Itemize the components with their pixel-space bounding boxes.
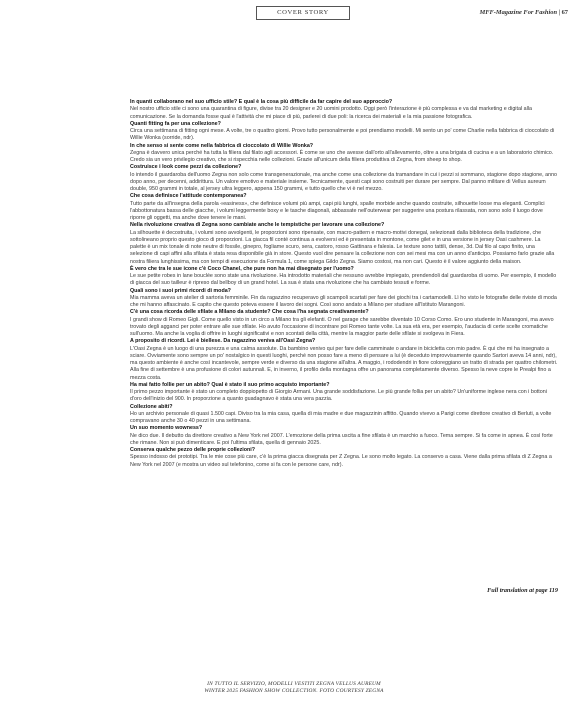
interview-question: È vero che tra le sue icone c'è Coco Chanel, che pure non ha mai disegnato per l'uomo? — [130, 265, 354, 272]
interview-answer: Tutto parte da all'insegna della parola «easiness», che definisce volumi più ampi, capi più lunghi, spalle morbide anche quando costruite, silhouette loose ma eleganti. Complici l'abbottonatura bassa delle giacche, i volumi leggermente boxy e le tasche diagonali, abbassate nell'outerwear per suggerire una postura rilassata, non sono solo il luogo dove riporre gli oggetti, ma anche dove tenere le mani. — [130, 200, 545, 221]
interview-answer: Ho un archivio personale di quasi 1.500 capi. Diviso tra la mia casa, quella di mia madre e due magazzinin affitto. Quando vivevo a Parigi come direttore creativo di Berluti, a volte compravano anche 30 o 40 pezzi in una settimana. — [130, 410, 552, 424]
interview-answer: Spesso indosso dei prototipi. Tra le mie cose più care, c'è la prima giacca disegnata per Z Zegna. Le sono molto legato. La conservo a casa. Viene dalla prima sfilata di Z Zegna a New York nel 2007 (e mostra un video sul telefonino, come si fa con le persone care, ndr). — [130, 454, 552, 468]
interview-answer: Io intendo il guardaroba dell'uomo Zegna non solo come transgenerazionale, ma anche come una collezione da tramandare in cui i pezzi si sommano, stagione dopo stagione, anno dopo anno, per decenni, addirittura. Un valore emotivo e materiale insieme. Tecnicamente, questi capi sono costruiti per durare per sempre. Dal panno militare di Vellus aureum double, 950 grammi in totale, al jersey ultra leggero, appena 150 grammi, e tutto quello che vi è nel mezzo. — [130, 171, 558, 192]
interview-answer: Circa una settimana di fitting ogni mese. A volte, tre o quattro giorni. Provo tutto personalmente e poi prendiamo modelli. Mi sento un po' come Charlie nella fabbrica di cioccolato di Willie Wonka (sorride, ndr). — [130, 128, 555, 142]
full-translation-note: Full translation at page 119 — [487, 587, 558, 594]
caption-line: WINTER 2025 FASHION SHOW COLLECTION. FOTO COURTESY ZEGNA — [204, 688, 384, 695]
caption-line: IN TUTTO IL SERVIZIO, MODELLI VESTITI ZEGNA VELLUS AUREUM — [207, 681, 381, 687]
interview-answer: Mia mamma aveva un atelier di sartoria femminile. Fin da ragazzino recuperavo gli scampoli scartati per fare dei giochi tra i cartamodelli. Lì ho visto le fotografie delle riviste di moda che mi hanno affascinato. E capito che questo poteva essere il lavoro dei sogni. Così sono andato a Milano per studiare all'Istituto Marangoni. — [130, 294, 557, 308]
interview-answer: Le sue petite robes in lane bouclée sono state una rivoluzione. Ha introdotto materiali che nessuno avrebbe impiegato, prendendoli dal guardaroba di uomo. Per esempio, il modello di giacca del suo tailleur è ripreso dal bellboy di un grand hotel. La sua è stata una rivoluzione che ha cambiato tessuti e forme. — [130, 273, 557, 287]
interview-answer: I grandi show di Romeo Gigli. Come quello visto in un circo a Milano tra gli elefanti. O nel garage che sarebbe diventato 10 Corso Como. Ero uno studente in Marangoni, ma avevo trovato degli agganci per poter entrare alle sue sfilate. Ho avuto l'occasione di incontrare poi Romeo tante volte. La sua età era, per esempio, l'audacia di certe scelte cromatiche sull'uomo. Ma anche la voglia di offrire in luoghi significativi e non scontati della città, mentre la maggior parte delle sfilate si svolgeva in Fiera. — [130, 316, 554, 337]
interview-question: Quali sono i suoi primi ricordi di moda? — [130, 287, 231, 294]
interview-answer: L'Oasi Zegna è un luogo di una purezza e una calma assolute. Da bambino venivo qui per fare delle camminate o andare in bicicletta con mio padre. È qui che mi ha insegnato a sciare. Ovviamente sono sempre un po' nostalgico in questi luoghi, perché non posso fare a meno di pensare a lui (è deceduto improvvisamente quando Sartori aveva 14 anni, ndr), ma questo ambiente è anche così incantevole, sempre verde e diverso da una stagione all'altra. A maggio, i rododendri in fiore coloreggiano un tratto di strada per quattro chilometri. Alla fine di settembre è una profusione di colori autunnali. E, in inverno, il profilo della montagna offre un panorama completamente diverso. Spesso la neve copre le Prealpi fino a mezza costa. — [130, 345, 558, 381]
interview-question: Un suo momento wowness? — [130, 425, 203, 432]
interview-question: Ha mai fatto follie per un abito? Qual è stato il suo primo acquisto importante? — [130, 381, 330, 388]
article-body — [130, 99, 558, 469]
header-separator: | — [557, 9, 562, 16]
page-number: 67 — [561, 9, 568, 16]
interview-answer: Il primo pezzo importante è stato un completo doppiopetto di Giorgio Armani. Una grande soddisfazione. Le più grande follia per un abito? Un'uniforme inglese nera con i bottoni d'oro dell'inizio del 900. In proporzione a quanto guadagnavo è stata una vera pazzia. — [130, 389, 547, 403]
interview-answer: Nel nostro ufficio stile ci sono una quarantina di figure, divise tra 20 designer e 20 uomini prodotto. Oggi però l'interazione è più complessa e va dal marketing e digital alla comunicazione. Se la domanda fosse qual è l'attività che mi piace di più, parlerei di due poli: la ricerca dei materiali e la mia passione fotografica. — [130, 106, 532, 120]
interview-question: C'è una cosa ricorda delle sfilate a Milano da studente? Che cosa l'ha segnata creativamente? — [130, 309, 369, 316]
photo-caption — [174, 681, 414, 696]
interview-question: Conserva qualche pezzo delle proprie collezioni? — [130, 447, 256, 453]
interview-answer: Zegna è davvero unica perché ha tutta la filiera dal filato agli accessori. È come se uno che avesse dall'orto all'allevamento, oltre a una brigata di cucina e a un laboratorio chimico. Credo sia un vero privilegio creativo, che si rispecchia nelle collezioni. Grazie all'unicum della filiera produttiva di Zegna, from sheep to shop. — [130, 149, 554, 163]
interview-question: Che cosa definisce l'attitude contemporanea? — [130, 193, 247, 200]
interview-question: In quanti collaborano nel suo ufficio stile? E qual è la cosa più difficile da far capire del suo approccio? — [130, 99, 393, 105]
magazine-name: MFF-Magazine For Fashion — [479, 9, 557, 16]
running-header — [480, 9, 568, 16]
section-label: COVER STORY — [256, 6, 350, 20]
interview-question: Nella rivoluzione creativa di Zegna sono cambiate anche le tempistiche per lavorare una collezione? — [130, 222, 385, 229]
interview-question: In che senso si sente come nella fabbrica di cioccolato di Willie Wonka? — [130, 142, 314, 149]
interview-question: Collezione abiti? — [130, 403, 173, 410]
interview-question: Quanti fitting fa per una collezione? — [130, 120, 221, 127]
interview-question: A proposito di ricordi. Lei è biellese. Da ragazzino veniva all'Oasi Zegna? — [130, 338, 316, 345]
interview-answer: Ne dico due. Il debutto da direttore creativo a New York nel 2007. L'emozione della prima uscita a fine sfilata è un marchio a fuoco. Tema sempre. Si fa come in apnea. È così forte che rimane. Non si può dimenticare. E poi l'ultima sfilata, quella di gennaio 2025. — [130, 432, 553, 446]
interview-answer: La silhouette è decostruita, i volumi sono avvolgenti, le proporzioni sono ripensate, con macro-pattern e macro-motivi donegal, selezionati dalla biblioteca della tradizione, che sottolineano proprio questo gioco di proporzioni. La giacca fil conté continua a evolversi ed è presentata in montone, come gilet e in una versione in jersey Oasi cashmere. La palette è un mix tonale di note neutre di fossile, ginepro, fogliame scuro, sera, castoro, rosso Gattinara e falesia. Le texture sono tattili, dense, 3d. Dal filo al capo finito, una selezione di capi affini alla sfilata è stata resa disponibile già in store. Questo vuol dire pensare la collezione non con sei mesi ma con un anno d'anticipo. Possiamo farlo grazie alla nostra filiera lunghissima, ma con tempi di esecuzione da Formula 1, come spiega Gildo Zegna. Siamo costosi, ma non cari. Questo è il valore aggiunto della maison. — [130, 229, 555, 265]
interview-question: Costruisce i look come pezzi da collezione? — [130, 164, 242, 171]
